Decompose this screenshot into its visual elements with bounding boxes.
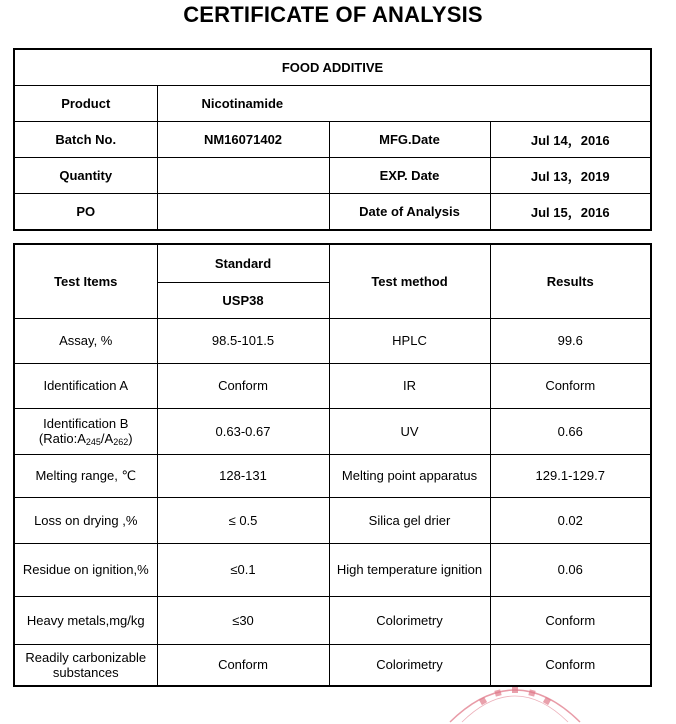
table-row: [14, 363, 651, 408]
method-cell: Silica gel drier: [329, 497, 490, 543]
info-header-row: [14, 49, 651, 86]
batch-row: [14, 122, 651, 158]
test-method-header: Test method: [329, 244, 490, 318]
product-label: Product: [14, 86, 157, 122]
ratio-prefix: (Ratio:A: [38, 430, 86, 446]
test-item-cell: Melting range, ℃: [14, 454, 157, 497]
method-cell: Melting point apparatus: [329, 454, 490, 497]
mfg-date-label: MFG.Date: [329, 122, 490, 158]
standard-cell: 0.63-0.67: [157, 408, 329, 454]
analysis-date-label: Date of Analysis: [329, 194, 490, 231]
batch-label: Batch No.: [14, 122, 157, 158]
test-item-cell: Residue on ignition,%: [14, 543, 157, 596]
method-cell: Colorimetry: [329, 596, 490, 644]
table-row: [14, 408, 651, 454]
standard-cell: Conform: [157, 644, 329, 686]
table-row: [14, 596, 651, 644]
result-cell: Conform: [490, 363, 651, 408]
po-value: [157, 194, 329, 231]
po-row: [14, 194, 651, 231]
result-cell: Conform: [490, 596, 651, 644]
ratio-sub-262: 262: [113, 436, 129, 447]
result-cell: 99.6: [490, 318, 651, 363]
food-additive-header: FOOD ADDITIVE: [14, 49, 651, 86]
product-row: [14, 86, 651, 122]
table-row: [14, 497, 651, 543]
test-items-header: Test Items: [14, 244, 157, 318]
batch-info-table: [13, 48, 652, 231]
test-item-cell: [14, 408, 157, 454]
method-cell: IR: [329, 363, 490, 408]
table-row: [14, 454, 651, 497]
table-row: [14, 644, 651, 686]
table-header-row: [14, 244, 651, 282]
standard-cell: 128-131: [157, 454, 329, 497]
table-row: [14, 318, 651, 363]
ratio-mid: /A: [100, 430, 114, 446]
result-cell: 0.66: [490, 408, 651, 454]
ratio-formula: [17, 431, 155, 447]
quantity-label: Quantity: [14, 158, 157, 194]
result-cell: 0.02: [490, 497, 651, 543]
test-item-cell: Readily carbonizable substances: [14, 644, 157, 686]
standard-cell: ≤30: [157, 596, 329, 644]
test-item-cell: Loss on drying ,%: [14, 497, 157, 543]
standard-cell: 98.5-101.5: [157, 318, 329, 363]
po-label: PO: [14, 194, 157, 231]
test-item-cell: Identification A: [14, 363, 157, 408]
analysis-date-value: Jul 15，2016: [490, 194, 651, 231]
test-results-table: [13, 243, 652, 687]
result-cell: 0.06: [490, 543, 651, 596]
standard-cell: ≤0.1: [157, 543, 329, 596]
standard-ref-header: USP38: [157, 282, 329, 318]
ratio-suffix: ): [128, 430, 133, 446]
test-item-cell: Assay, %: [14, 318, 157, 363]
ratio-sub-245: 245: [85, 436, 101, 447]
result-cell: 129.1-129.7: [490, 454, 651, 497]
standard-cell: Conform: [157, 363, 329, 408]
batch-value: NM16071402: [157, 122, 329, 158]
method-cell: High temperature ignition: [329, 543, 490, 596]
quantity-value: [157, 158, 329, 194]
standard-cell: ≤ 0.5: [157, 497, 329, 543]
exp-date-label: EXP. Date: [329, 158, 490, 194]
product-value: Nicotinamide: [157, 86, 651, 122]
standard-header: Standard: [157, 244, 329, 282]
method-cell: Colorimetry: [329, 644, 490, 686]
exp-date-value: Jul 13，2019: [490, 158, 651, 194]
method-cell: HPLC: [329, 318, 490, 363]
method-cell: UV: [329, 408, 490, 454]
quantity-row: [14, 158, 651, 194]
results-header: Results: [490, 244, 651, 318]
mfg-date-value: Jul 14，2016: [490, 122, 651, 158]
page-title: CERTIFICATE OF ANALYSIS: [183, 2, 483, 27]
test-item-cell: Heavy metals,mg/kg: [14, 596, 157, 644]
result-cell: Conform: [490, 644, 651, 686]
table-row: [14, 543, 651, 596]
identification-b-label: Identification B: [43, 415, 129, 431]
